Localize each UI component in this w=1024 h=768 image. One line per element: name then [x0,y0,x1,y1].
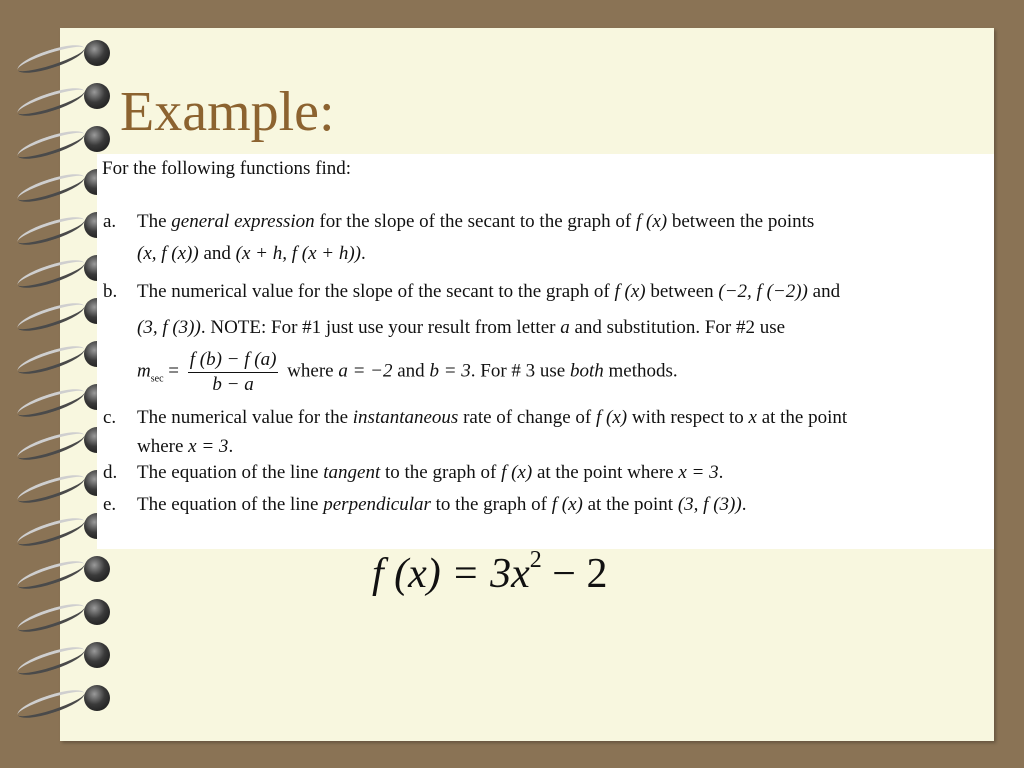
function-formula: f $(x) = 3x^2 - 2$ [372,547,608,597]
binding-ring [16,470,96,500]
binding-ring [16,169,96,199]
item-d-marker: d. [103,462,118,483]
item-a-marker: a. [103,211,117,232]
item-c-line2: where x = 3. [137,436,234,457]
item-b-line2: (3, f (3)). NOTE: For #1 just use your result from letter a and substitution. For #2 use [137,317,786,338]
binding-ring [16,298,96,328]
binding-ring [16,212,96,242]
binding-ring [16,427,96,457]
binding-ring [16,341,96,371]
binding-ring [16,126,96,156]
binding-ring [16,513,96,543]
binding-ring [16,599,96,629]
binding-ring [16,642,96,672]
binding-ring [16,83,96,113]
item-b-line3: $m_{sec}$ = $\frac{f (b) - f (a)}{b - a}$ where a = −2 and b = 3. For # 3 use both methods. [137,349,678,395]
problem-intro: For the following functions find: [102,158,352,179]
item-b-line1: The numerical value for the slope of the secant to the graph of f (x) between (−2, f (−2)) and [137,281,841,302]
item-a-line2: (x, f (x)) and (x + h, f (x + h)). [137,243,366,264]
binding-ring [16,556,96,586]
binding-ring [16,255,96,285]
binding-ring [16,40,96,70]
binding-ring [16,685,96,715]
item-d-line1: The equation of the line tangent to the graph of f (x) at the point where x = 3. [137,462,724,483]
secant-slope-fraction: $\frac{f (b) - f (a)}{b - a}$ [189,349,277,395]
item-a-line1: The general expression for the slope of the secant to the graph of f (x) between the points [137,211,815,232]
binding-ring [16,384,96,414]
item-e-marker: e. [103,494,117,515]
item-c-marker: c. [103,407,117,428]
item-b-marker: b. [103,281,118,302]
item-c-line1: The numerical value for the instantaneous rate of change of f (x) with respect to x at the point [137,407,848,428]
slide-title: Example: [120,81,335,143]
item-e-line1: The equation of the line perpendicular to the graph of f (x) at the point (3, f (3)). [137,494,747,515]
